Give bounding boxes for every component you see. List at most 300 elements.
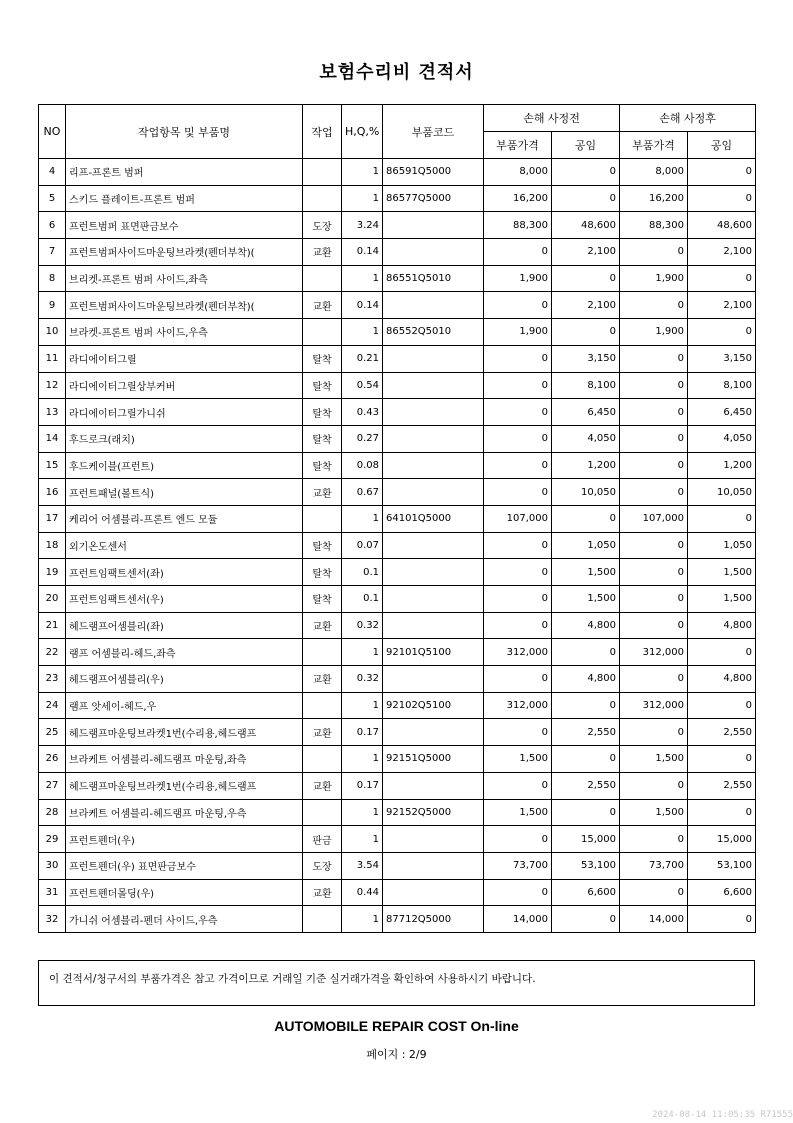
- row-hq: 1: [342, 692, 383, 719]
- row-part-code: 64101Q5000: [383, 505, 484, 532]
- row-item-name: 프런트패널(볼트식): [66, 479, 303, 506]
- header-after-part-price: 부품가격: [620, 132, 688, 159]
- row-after-labor: 0: [688, 799, 756, 826]
- row-no: 10: [39, 319, 66, 346]
- row-item-name: 램프 어셈블리-헤드,좌측: [66, 639, 303, 666]
- row-after-labor: 6,450: [688, 399, 756, 426]
- row-after-labor: 3,150: [688, 345, 756, 372]
- row-no: 17: [39, 505, 66, 532]
- row-no: 8: [39, 265, 66, 292]
- row-before-part-price: 0: [484, 372, 552, 399]
- row-no: 22: [39, 639, 66, 666]
- row-after-part-price: 107,000: [620, 505, 688, 532]
- table-row: [39, 372, 756, 399]
- row-before-labor: 1,500: [552, 586, 620, 613]
- row-no: 7: [39, 239, 66, 266]
- row-before-labor: 0: [552, 692, 620, 719]
- row-after-labor: 1,500: [688, 559, 756, 586]
- row-before-labor: 2,100: [552, 292, 620, 319]
- page-number: 페이지 : 2/9: [366, 1048, 427, 1061]
- row-after-labor: 1,500: [688, 586, 756, 613]
- row-part-code: [383, 559, 484, 586]
- row-after-labor: 4,800: [688, 666, 756, 693]
- row-before-part-price: 16,200: [484, 185, 552, 212]
- row-before-part-price: 1,900: [484, 265, 552, 292]
- row-hq: 1: [342, 906, 383, 933]
- row-after-labor: 0: [688, 319, 756, 346]
- row-item-name: 가니쉬 어셈블리-펜더 사이드,우측: [66, 906, 303, 933]
- row-hq: 0.44: [342, 879, 383, 906]
- row-before-part-price: 73,700: [484, 852, 552, 879]
- row-after-labor: 0: [688, 265, 756, 292]
- row-item-name: 브라켓-프론트 범퍼 사이드,우측: [66, 319, 303, 346]
- table-row: [39, 719, 756, 746]
- footer-title: AUTOMOBILE REPAIR COST On-line: [274, 1018, 519, 1034]
- row-work: 탈착: [303, 345, 342, 372]
- row-hq: 1: [342, 319, 383, 346]
- row-before-part-price: 1,500: [484, 746, 552, 773]
- row-hq: 3.24: [342, 212, 383, 239]
- row-item-name: 스키드 플레이트-프론트 범퍼: [66, 185, 303, 212]
- row-no: 31: [39, 879, 66, 906]
- row-part-code: [383, 666, 484, 693]
- table-row: [39, 639, 756, 666]
- row-part-code: [383, 826, 484, 853]
- row-part-code: 92101Q5100: [383, 639, 484, 666]
- row-work: 교환: [303, 239, 342, 266]
- table-row: [39, 532, 756, 559]
- row-item-name: 브라케트 어셈블리-헤드램프 마운팅,우측: [66, 799, 303, 826]
- row-work: [303, 265, 342, 292]
- row-part-code: [383, 212, 484, 239]
- row-after-part-price: 0: [620, 532, 688, 559]
- row-before-part-price: 0: [484, 772, 552, 799]
- row-part-code: 92152Q5000: [383, 799, 484, 826]
- row-after-part-price: 0: [620, 559, 688, 586]
- row-before-part-price: 0: [484, 586, 552, 613]
- document-title: 보험수리비 견적서: [319, 62, 474, 83]
- row-before-labor: 0: [552, 639, 620, 666]
- row-before-part-price: 0: [484, 399, 552, 426]
- header-no: NO: [39, 105, 66, 159]
- row-work: 교환: [303, 479, 342, 506]
- row-part-code: [383, 772, 484, 799]
- notice-text: 이 견적서/청구서의 부품가격은 참고 가격이므로 거래일 기준 실거래가격을 확인하여 사용하시기 바랍니다.: [49, 973, 536, 985]
- row-hq: 1: [342, 826, 383, 853]
- row-hq: 1: [342, 746, 383, 773]
- row-before-part-price: 0: [484, 345, 552, 372]
- row-before-labor: 8,100: [552, 372, 620, 399]
- row-after-labor: 2,100: [688, 239, 756, 266]
- table-row: [39, 879, 756, 906]
- table-row: [39, 239, 756, 266]
- row-work: 탈착: [303, 399, 342, 426]
- row-work: [303, 692, 342, 719]
- row-hq: 0.67: [342, 479, 383, 506]
- row-part-code: 92151Q5000: [383, 746, 484, 773]
- row-before-labor: 0: [552, 159, 620, 186]
- row-after-part-price: 0: [620, 826, 688, 853]
- header-after-labor: 공임: [688, 132, 756, 159]
- row-work: 탈착: [303, 425, 342, 452]
- row-before-part-price: 14,000: [484, 906, 552, 933]
- row-work: 교환: [303, 666, 342, 693]
- row-work: [303, 639, 342, 666]
- estimate-rows: [39, 159, 756, 933]
- row-part-code: [383, 479, 484, 506]
- row-before-labor: 0: [552, 265, 620, 292]
- row-hq: 3.54: [342, 852, 383, 879]
- header-hq: H,Q,%: [342, 105, 383, 159]
- row-after-labor: 15,000: [688, 826, 756, 853]
- table-row: [39, 212, 756, 239]
- table-row: [39, 319, 756, 346]
- row-no: 12: [39, 372, 66, 399]
- row-after-part-price: 8,000: [620, 159, 688, 186]
- header-after: 손해 사정후: [620, 105, 756, 132]
- table-row: [39, 799, 756, 826]
- row-work: [303, 159, 342, 186]
- row-part-code: [383, 852, 484, 879]
- row-no: 21: [39, 612, 66, 639]
- row-item-name: 후드로크(래치): [66, 425, 303, 452]
- table-row: [39, 586, 756, 613]
- row-hq: 0.1: [342, 559, 383, 586]
- row-before-labor: 4,800: [552, 666, 620, 693]
- row-no: 15: [39, 452, 66, 479]
- row-after-part-price: 0: [620, 479, 688, 506]
- row-before-part-price: 0: [484, 666, 552, 693]
- row-after-labor: 0: [688, 746, 756, 773]
- row-work: 탈착: [303, 559, 342, 586]
- row-before-part-price: 1,500: [484, 799, 552, 826]
- row-before-part-price: 0: [484, 239, 552, 266]
- row-no: 14: [39, 425, 66, 452]
- row-before-labor: 0: [552, 746, 620, 773]
- row-work: 탈착: [303, 452, 342, 479]
- row-hq: 0.17: [342, 772, 383, 799]
- row-hq: 0.07: [342, 532, 383, 559]
- row-before-labor: 6,600: [552, 879, 620, 906]
- row-hq: 1: [342, 159, 383, 186]
- row-before-part-price: 0: [484, 425, 552, 452]
- row-before-part-price: 0: [484, 452, 552, 479]
- row-hq: 0.14: [342, 239, 383, 266]
- print-timestamp: 2024-08-14 11:05:35 R71555: [652, 1110, 793, 1120]
- table-row: [39, 826, 756, 853]
- row-no: 27: [39, 772, 66, 799]
- row-no: 24: [39, 692, 66, 719]
- row-part-code: 86591Q5000: [383, 159, 484, 186]
- row-item-name: 라디에이터그릴상부커버: [66, 372, 303, 399]
- row-part-code: 87712Q5000: [383, 906, 484, 933]
- row-item-name: 프런트임팩트센서(우): [66, 586, 303, 613]
- row-hq: 0.54: [342, 372, 383, 399]
- row-item-name: 헤드램프마운팅브라켓1번(수리용,헤드램프: [66, 719, 303, 746]
- row-item-name: 프런트임팩트센서(좌): [66, 559, 303, 586]
- row-work: 판금: [303, 826, 342, 853]
- table-row: [39, 185, 756, 212]
- row-after-labor: 8,100: [688, 372, 756, 399]
- row-before-labor: 0: [552, 505, 620, 532]
- row-no: 11: [39, 345, 66, 372]
- row-before-labor: 48,600: [552, 212, 620, 239]
- row-after-labor: 0: [688, 505, 756, 532]
- row-after-part-price: 0: [620, 239, 688, 266]
- row-item-name: 램프 앗세이-헤드,우: [66, 692, 303, 719]
- row-part-code: [383, 452, 484, 479]
- row-after-labor: 4,050: [688, 425, 756, 452]
- row-part-code: [383, 425, 484, 452]
- row-part-code: [383, 239, 484, 266]
- row-after-part-price: 0: [620, 452, 688, 479]
- row-item-name: 프런트범퍼사이드마운팅브라켓(펜더부착)(: [66, 292, 303, 319]
- table-row: [39, 772, 756, 799]
- header-before-part-price: 부품가격: [484, 132, 552, 159]
- notice-box: [38, 960, 755, 1006]
- row-work: 교환: [303, 292, 342, 319]
- row-before-labor: 1,050: [552, 532, 620, 559]
- row-work: 탈착: [303, 586, 342, 613]
- row-before-labor: 4,800: [552, 612, 620, 639]
- row-no: 25: [39, 719, 66, 746]
- row-no: 6: [39, 212, 66, 239]
- row-no: 5: [39, 185, 66, 212]
- row-after-part-price: 0: [620, 586, 688, 613]
- row-before-part-price: 107,000: [484, 505, 552, 532]
- row-after-labor: 2,550: [688, 719, 756, 746]
- row-after-labor: 4,800: [688, 612, 756, 639]
- row-before-labor: 0: [552, 799, 620, 826]
- row-work: [303, 799, 342, 826]
- row-after-labor: 1,050: [688, 532, 756, 559]
- row-hq: 1: [342, 505, 383, 532]
- table-row: [39, 159, 756, 186]
- table-row: [39, 852, 756, 879]
- row-part-code: 86577Q5000: [383, 185, 484, 212]
- row-before-part-price: 0: [484, 826, 552, 853]
- row-hq: 0.27: [342, 425, 383, 452]
- row-before-part-price: 1,900: [484, 319, 552, 346]
- row-part-code: [383, 399, 484, 426]
- row-hq: 0.43: [342, 399, 383, 426]
- row-hq: 0.14: [342, 292, 383, 319]
- row-after-part-price: 0: [620, 292, 688, 319]
- row-item-name: 헤드램프어셈블리(좌): [66, 612, 303, 639]
- row-after-part-price: 0: [620, 612, 688, 639]
- row-before-part-price: 0: [484, 612, 552, 639]
- row-hq: 1: [342, 799, 383, 826]
- row-before-part-price: 88,300: [484, 212, 552, 239]
- row-work: [303, 505, 342, 532]
- row-after-labor: 1,200: [688, 452, 756, 479]
- row-no: 26: [39, 746, 66, 773]
- table-row: [39, 666, 756, 693]
- row-after-part-price: 0: [620, 425, 688, 452]
- row-item-name: 프런트펜더(우) 표면판금보수: [66, 852, 303, 879]
- row-work: 교환: [303, 879, 342, 906]
- row-before-part-price: 0: [484, 559, 552, 586]
- row-part-code: [383, 345, 484, 372]
- row-after-labor: 0: [688, 906, 756, 933]
- row-after-part-price: 312,000: [620, 639, 688, 666]
- row-hq: 0.17: [342, 719, 383, 746]
- row-before-labor: 1,200: [552, 452, 620, 479]
- row-before-part-price: 0: [484, 292, 552, 319]
- row-hq: 0.1: [342, 586, 383, 613]
- header-before: 손해 사정전: [484, 105, 620, 132]
- row-before-part-price: 312,000: [484, 639, 552, 666]
- header-work: 작업: [303, 105, 342, 159]
- row-after-part-price: 312,000: [620, 692, 688, 719]
- row-after-labor: 0: [688, 692, 756, 719]
- row-after-part-price: 88,300: [620, 212, 688, 239]
- row-before-part-price: 0: [484, 719, 552, 746]
- row-hq: 0.32: [342, 666, 383, 693]
- row-part-code: [383, 372, 484, 399]
- row-work: [303, 185, 342, 212]
- row-hq: 1: [342, 185, 383, 212]
- row-before-labor: 1,500: [552, 559, 620, 586]
- row-part-code: [383, 532, 484, 559]
- row-item-name: 리프-프론트 범퍼: [66, 159, 303, 186]
- row-part-code: [383, 719, 484, 746]
- row-no: 18: [39, 532, 66, 559]
- row-item-name: 헤드램프어셈블리(우): [66, 666, 303, 693]
- header-code: 부품코드: [383, 105, 484, 159]
- row-after-labor: 6,600: [688, 879, 756, 906]
- row-part-code: [383, 292, 484, 319]
- table-row: [39, 265, 756, 292]
- row-after-part-price: 0: [620, 879, 688, 906]
- row-work: [303, 906, 342, 933]
- row-work: 탈착: [303, 532, 342, 559]
- table-row: [39, 612, 756, 639]
- row-hq: 0.32: [342, 612, 383, 639]
- row-before-labor: 2,550: [552, 772, 620, 799]
- table-row: [39, 479, 756, 506]
- row-after-labor: 0: [688, 639, 756, 666]
- row-work: 도장: [303, 212, 342, 239]
- row-after-labor: 10,050: [688, 479, 756, 506]
- row-before-labor: 0: [552, 319, 620, 346]
- header-before-labor: 공임: [552, 132, 620, 159]
- row-after-part-price: 0: [620, 666, 688, 693]
- table-row: [39, 399, 756, 426]
- row-before-part-price: 312,000: [484, 692, 552, 719]
- row-after-labor: 53,100: [688, 852, 756, 879]
- row-item-name: 브라케트 어셈블리-헤드램프 마운팅,좌측: [66, 746, 303, 773]
- row-after-part-price: 73,700: [620, 852, 688, 879]
- header-item: 작업항목 및 부품명: [66, 105, 303, 159]
- row-after-labor: 2,100: [688, 292, 756, 319]
- row-item-name: 라디에이터그릴: [66, 345, 303, 372]
- row-work: 탈착: [303, 372, 342, 399]
- row-no: 9: [39, 292, 66, 319]
- table-row: [39, 906, 756, 933]
- row-after-labor: 0: [688, 185, 756, 212]
- row-part-code: 86551Q5010: [383, 265, 484, 292]
- table-row: [39, 425, 756, 452]
- row-no: 28: [39, 799, 66, 826]
- row-before-labor: 10,050: [552, 479, 620, 506]
- table-row: [39, 452, 756, 479]
- row-after-part-price: 0: [620, 719, 688, 746]
- row-item-name: 헤드램프마운팅브라켓1번(수리용,헤드램프: [66, 772, 303, 799]
- row-hq: 0.08: [342, 452, 383, 479]
- row-no: 30: [39, 852, 66, 879]
- row-item-name: 프런트범퍼사이드마운팅브라켓(펜더부착)(: [66, 239, 303, 266]
- row-no: 19: [39, 559, 66, 586]
- row-before-part-price: 0: [484, 479, 552, 506]
- row-after-part-price: 1,900: [620, 319, 688, 346]
- table-row: [39, 345, 756, 372]
- row-no: 23: [39, 666, 66, 693]
- row-work: 교환: [303, 719, 342, 746]
- row-after-part-price: 1,500: [620, 799, 688, 826]
- row-part-code: [383, 879, 484, 906]
- row-hq: 1: [342, 639, 383, 666]
- row-before-labor: 53,100: [552, 852, 620, 879]
- row-before-part-price: 0: [484, 532, 552, 559]
- table-row: [39, 746, 756, 773]
- row-part-code: 92102Q5100: [383, 692, 484, 719]
- row-part-code: [383, 612, 484, 639]
- row-after-labor: 48,600: [688, 212, 756, 239]
- row-item-name: 후드케이블(프런트): [66, 452, 303, 479]
- row-no: 32: [39, 906, 66, 933]
- row-work: 교환: [303, 772, 342, 799]
- row-item-name: 프런트범퍼 표면판금보수: [66, 212, 303, 239]
- row-before-labor: 0: [552, 185, 620, 212]
- row-work: [303, 746, 342, 773]
- row-item-name: 라디에이터그릴가니쉬: [66, 399, 303, 426]
- row-no: 20: [39, 586, 66, 613]
- table-row: [39, 292, 756, 319]
- row-after-part-price: 1,900: [620, 265, 688, 292]
- row-before-labor: 0: [552, 906, 620, 933]
- row-before-labor: 6,450: [552, 399, 620, 426]
- row-before-part-price: 8,000: [484, 159, 552, 186]
- row-item-name: 케리어 어셈블리-프론트 엔드 모듈: [66, 505, 303, 532]
- row-before-labor: 2,550: [552, 719, 620, 746]
- row-after-part-price: 0: [620, 772, 688, 799]
- row-after-part-price: 0: [620, 372, 688, 399]
- row-after-part-price: 1,500: [620, 746, 688, 773]
- row-after-part-price: 0: [620, 345, 688, 372]
- row-before-labor: 15,000: [552, 826, 620, 853]
- row-item-name: 프런트펜더몰딩(우): [66, 879, 303, 906]
- row-hq: 0.21: [342, 345, 383, 372]
- row-after-part-price: 0: [620, 399, 688, 426]
- row-work: [303, 319, 342, 346]
- estimate-table: [38, 104, 756, 933]
- row-part-code: 86552Q5010: [383, 319, 484, 346]
- row-no: 29: [39, 826, 66, 853]
- row-work: 교환: [303, 612, 342, 639]
- row-before-part-price: 0: [484, 879, 552, 906]
- row-before-labor: 3,150: [552, 345, 620, 372]
- row-no: 16: [39, 479, 66, 506]
- table-row: [39, 559, 756, 586]
- row-no: 13: [39, 399, 66, 426]
- row-hq: 1: [342, 265, 383, 292]
- row-item-name: 프런트펜더(우): [66, 826, 303, 853]
- row-work: 도장: [303, 852, 342, 879]
- row-item-name: 외기온도센서: [66, 532, 303, 559]
- row-before-labor: 2,100: [552, 239, 620, 266]
- table-row: [39, 692, 756, 719]
